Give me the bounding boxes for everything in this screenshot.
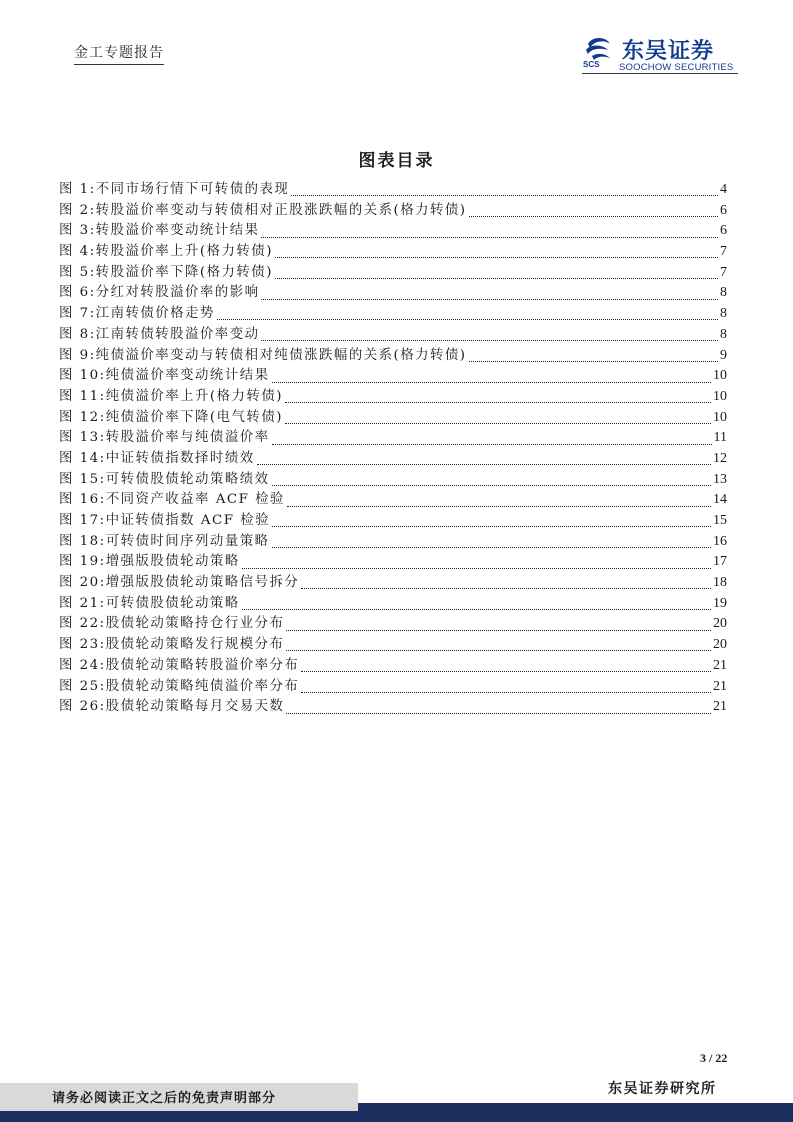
- toc-entry-label: 图 20:增强版股债轮动策略信号拆分: [59, 575, 300, 591]
- toc-entry[interactable]: [59, 325, 727, 346]
- toc-entry-page: 6: [720, 202, 727, 218]
- toc-entry-label: 图 23:股债轮动策略发行规模分布: [59, 637, 285, 653]
- toc-entry[interactable]: [59, 532, 727, 553]
- figure-index-list: [59, 180, 727, 718]
- toc-dot-leader: [272, 525, 711, 527]
- toc-entry-label: 图 22:股债轮动策略持仓行业分布: [59, 616, 285, 632]
- institute-name: 东吴证券研究所: [608, 1081, 717, 1097]
- toc-entry[interactable]: [59, 428, 727, 449]
- toc-dot-leader: [261, 298, 718, 300]
- toc-entry-label: 图 21:可转债股债轮动策略: [59, 595, 240, 611]
- toc-entry-label: 图 19:增强版股债轮动策略: [59, 554, 240, 570]
- toc-dot-leader: [301, 587, 711, 589]
- toc-entry[interactable]: [59, 366, 727, 387]
- toc-entry-page: 11: [713, 430, 727, 446]
- toc-entry-label: 图 5:转股溢价率下降(格力转债): [59, 264, 273, 280]
- logo-name-en: SOOCHOW SECURITIES: [619, 62, 734, 73]
- toc-entry-page: 21: [713, 657, 727, 673]
- toc-entry[interactable]: [59, 408, 727, 429]
- toc-dot-leader: [301, 691, 711, 693]
- toc-entry[interactable]: [59, 697, 727, 718]
- toc-entry[interactable]: [59, 180, 727, 201]
- toc-entry[interactable]: [59, 283, 727, 304]
- toc-entry[interactable]: [59, 552, 727, 573]
- header-divider: [582, 73, 738, 74]
- toc-dot-leader: [301, 670, 711, 672]
- toc-entry-page: 15: [713, 513, 727, 528]
- toc-entry[interactable]: [59, 449, 727, 470]
- toc-entry-label: 图 12:纯债溢价率下降(电气转债): [59, 409, 283, 425]
- toc-dot-leader: [275, 256, 718, 258]
- toc-entry-label: 图 25:股债轮动策略纯债溢价率分布: [59, 678, 300, 694]
- logo-mark-text: SCS: [583, 60, 600, 68]
- toc-entry[interactable]: [59, 614, 727, 635]
- toc-entry-page: 21: [713, 699, 727, 715]
- toc-entry[interactable]: [59, 635, 727, 656]
- toc-entry[interactable]: [59, 656, 727, 677]
- toc-entry-label: 图 7:江南转债价格走势: [59, 306, 215, 322]
- toc-entry-page: 9: [720, 347, 727, 363]
- toc-entry-page: 21: [713, 678, 727, 694]
- toc-dot-leader: [291, 194, 718, 196]
- toc-entry[interactable]: [59, 263, 727, 284]
- toc-entry-page: 7: [720, 264, 727, 280]
- toc-entry[interactable]: [59, 221, 727, 242]
- toc-dot-leader: [261, 339, 718, 341]
- report-type-label: 金工专题报告: [74, 42, 164, 65]
- toc-entry-label: 图 4:转股溢价率上升(格力转债): [59, 244, 273, 260]
- toc-entry[interactable]: [59, 304, 727, 325]
- toc-entry-label: 图 3:转股溢价率变动统计结果: [59, 223, 260, 239]
- toc-entry-label: 图 6:分红对转股溢价率的影响: [59, 285, 260, 301]
- toc-entry-page: 8: [720, 285, 727, 301]
- toc-entry[interactable]: [59, 201, 727, 222]
- toc-dot-leader: [469, 360, 719, 362]
- toc-entry-label: 图 11:纯债溢价率上升(格力转债): [59, 388, 283, 404]
- toc-dot-leader: [257, 463, 711, 465]
- toc-entry-label: 图 13:转股溢价率与纯债溢价率: [59, 430, 270, 446]
- toc-entry-label: 图 17:中证转债指数 ACF 检验: [59, 513, 271, 528]
- toc-entry[interactable]: [59, 511, 727, 532]
- toc-entry[interactable]: [59, 346, 727, 367]
- toc-entry-page: 18: [713, 575, 727, 591]
- toc-entry-page: 10: [713, 368, 727, 384]
- toc-dot-leader: [286, 629, 711, 631]
- toc-entry-page: 19: [713, 595, 727, 611]
- toc-entry-page: 6: [720, 223, 727, 239]
- toc-dot-leader: [217, 318, 718, 320]
- page-number: 3 / 22: [700, 1051, 728, 1065]
- toc-entry-page: 20: [713, 637, 727, 653]
- toc-entry[interactable]: [59, 677, 727, 698]
- toc-entry-page: 16: [713, 533, 727, 549]
- toc-entry-page: 14: [713, 492, 727, 508]
- toc-dot-leader: [286, 712, 711, 714]
- toc-entry[interactable]: [59, 242, 727, 263]
- toc-dot-leader: [275, 277, 718, 279]
- toc-entry[interactable]: [59, 490, 727, 511]
- toc-dot-leader: [287, 505, 711, 507]
- toc-entry-label: 图 15:可转债股债轮动策略绩效: [59, 471, 270, 487]
- toc-dot-leader: [286, 649, 711, 651]
- toc-dot-leader: [272, 484, 712, 486]
- toc-entry-page: 4: [720, 182, 727, 197]
- toc-entry-label: 图 26:股债轮动策略每月交易天数: [59, 699, 285, 715]
- toc-dot-leader: [272, 443, 712, 445]
- toc-entry-label: 图 8:江南转债转股溢价率变动: [59, 326, 260, 342]
- toc-dot-leader: [242, 567, 711, 569]
- toc-dot-leader: [261, 236, 718, 238]
- toc-entry[interactable]: [59, 594, 727, 615]
- page-title: 图表目录: [358, 151, 435, 171]
- toc-entry-page: 10: [713, 409, 727, 425]
- logo-name-cn: 东吴证券: [622, 39, 715, 64]
- toc-entry[interactable]: [59, 470, 727, 491]
- toc-entry-page: 12: [713, 450, 727, 466]
- toc-dot-leader: [272, 381, 712, 383]
- toc-entry-page: 10: [713, 388, 727, 404]
- toc-entry-label: 图 2:转股溢价率变动与转债相对正股涨跌幅的关系(格力转债): [59, 202, 467, 218]
- toc-dot-leader: [272, 546, 712, 548]
- toc-entry-label: 图 18:可转债时间序列动量策略: [59, 533, 270, 549]
- toc-entry-label: 图 14:中证转债指数择时绩效: [59, 450, 255, 466]
- toc-entry-page: 13: [713, 471, 727, 487]
- toc-entry-label: 图 9:纯债溢价率变动与转债相对纯债涨跌幅的关系(格力转债): [59, 347, 467, 363]
- toc-entry-page: 20: [713, 616, 727, 632]
- disclaimer-text: 请务必阅读正文之后的免责声明部分: [52, 1091, 277, 1106]
- toc-dot-leader: [285, 401, 711, 403]
- toc-entry-page: 8: [720, 306, 727, 322]
- toc-entry-label: 图 10:纯债溢价率变动统计结果: [59, 368, 270, 384]
- scs-logo-icon: [582, 36, 614, 68]
- company-logo: [582, 36, 742, 76]
- toc-dot-leader: [285, 422, 711, 424]
- toc-entry-label: 图 1:不同市场行情下可转债的表现: [59, 182, 290, 197]
- toc-entry-page: 17: [713, 554, 727, 570]
- toc-entry-page: 7: [720, 244, 727, 260]
- toc-entry[interactable]: [59, 387, 727, 408]
- toc-dot-leader: [242, 608, 711, 610]
- toc-dot-leader: [469, 215, 719, 217]
- toc-entry-page: 8: [720, 326, 727, 342]
- toc-entry[interactable]: [59, 573, 727, 594]
- toc-entry-label: 图 24:股债轮动策略转股溢价率分布: [59, 657, 300, 673]
- toc-entry-label: 图 16:不同资产收益率 ACF 检验: [59, 492, 285, 508]
